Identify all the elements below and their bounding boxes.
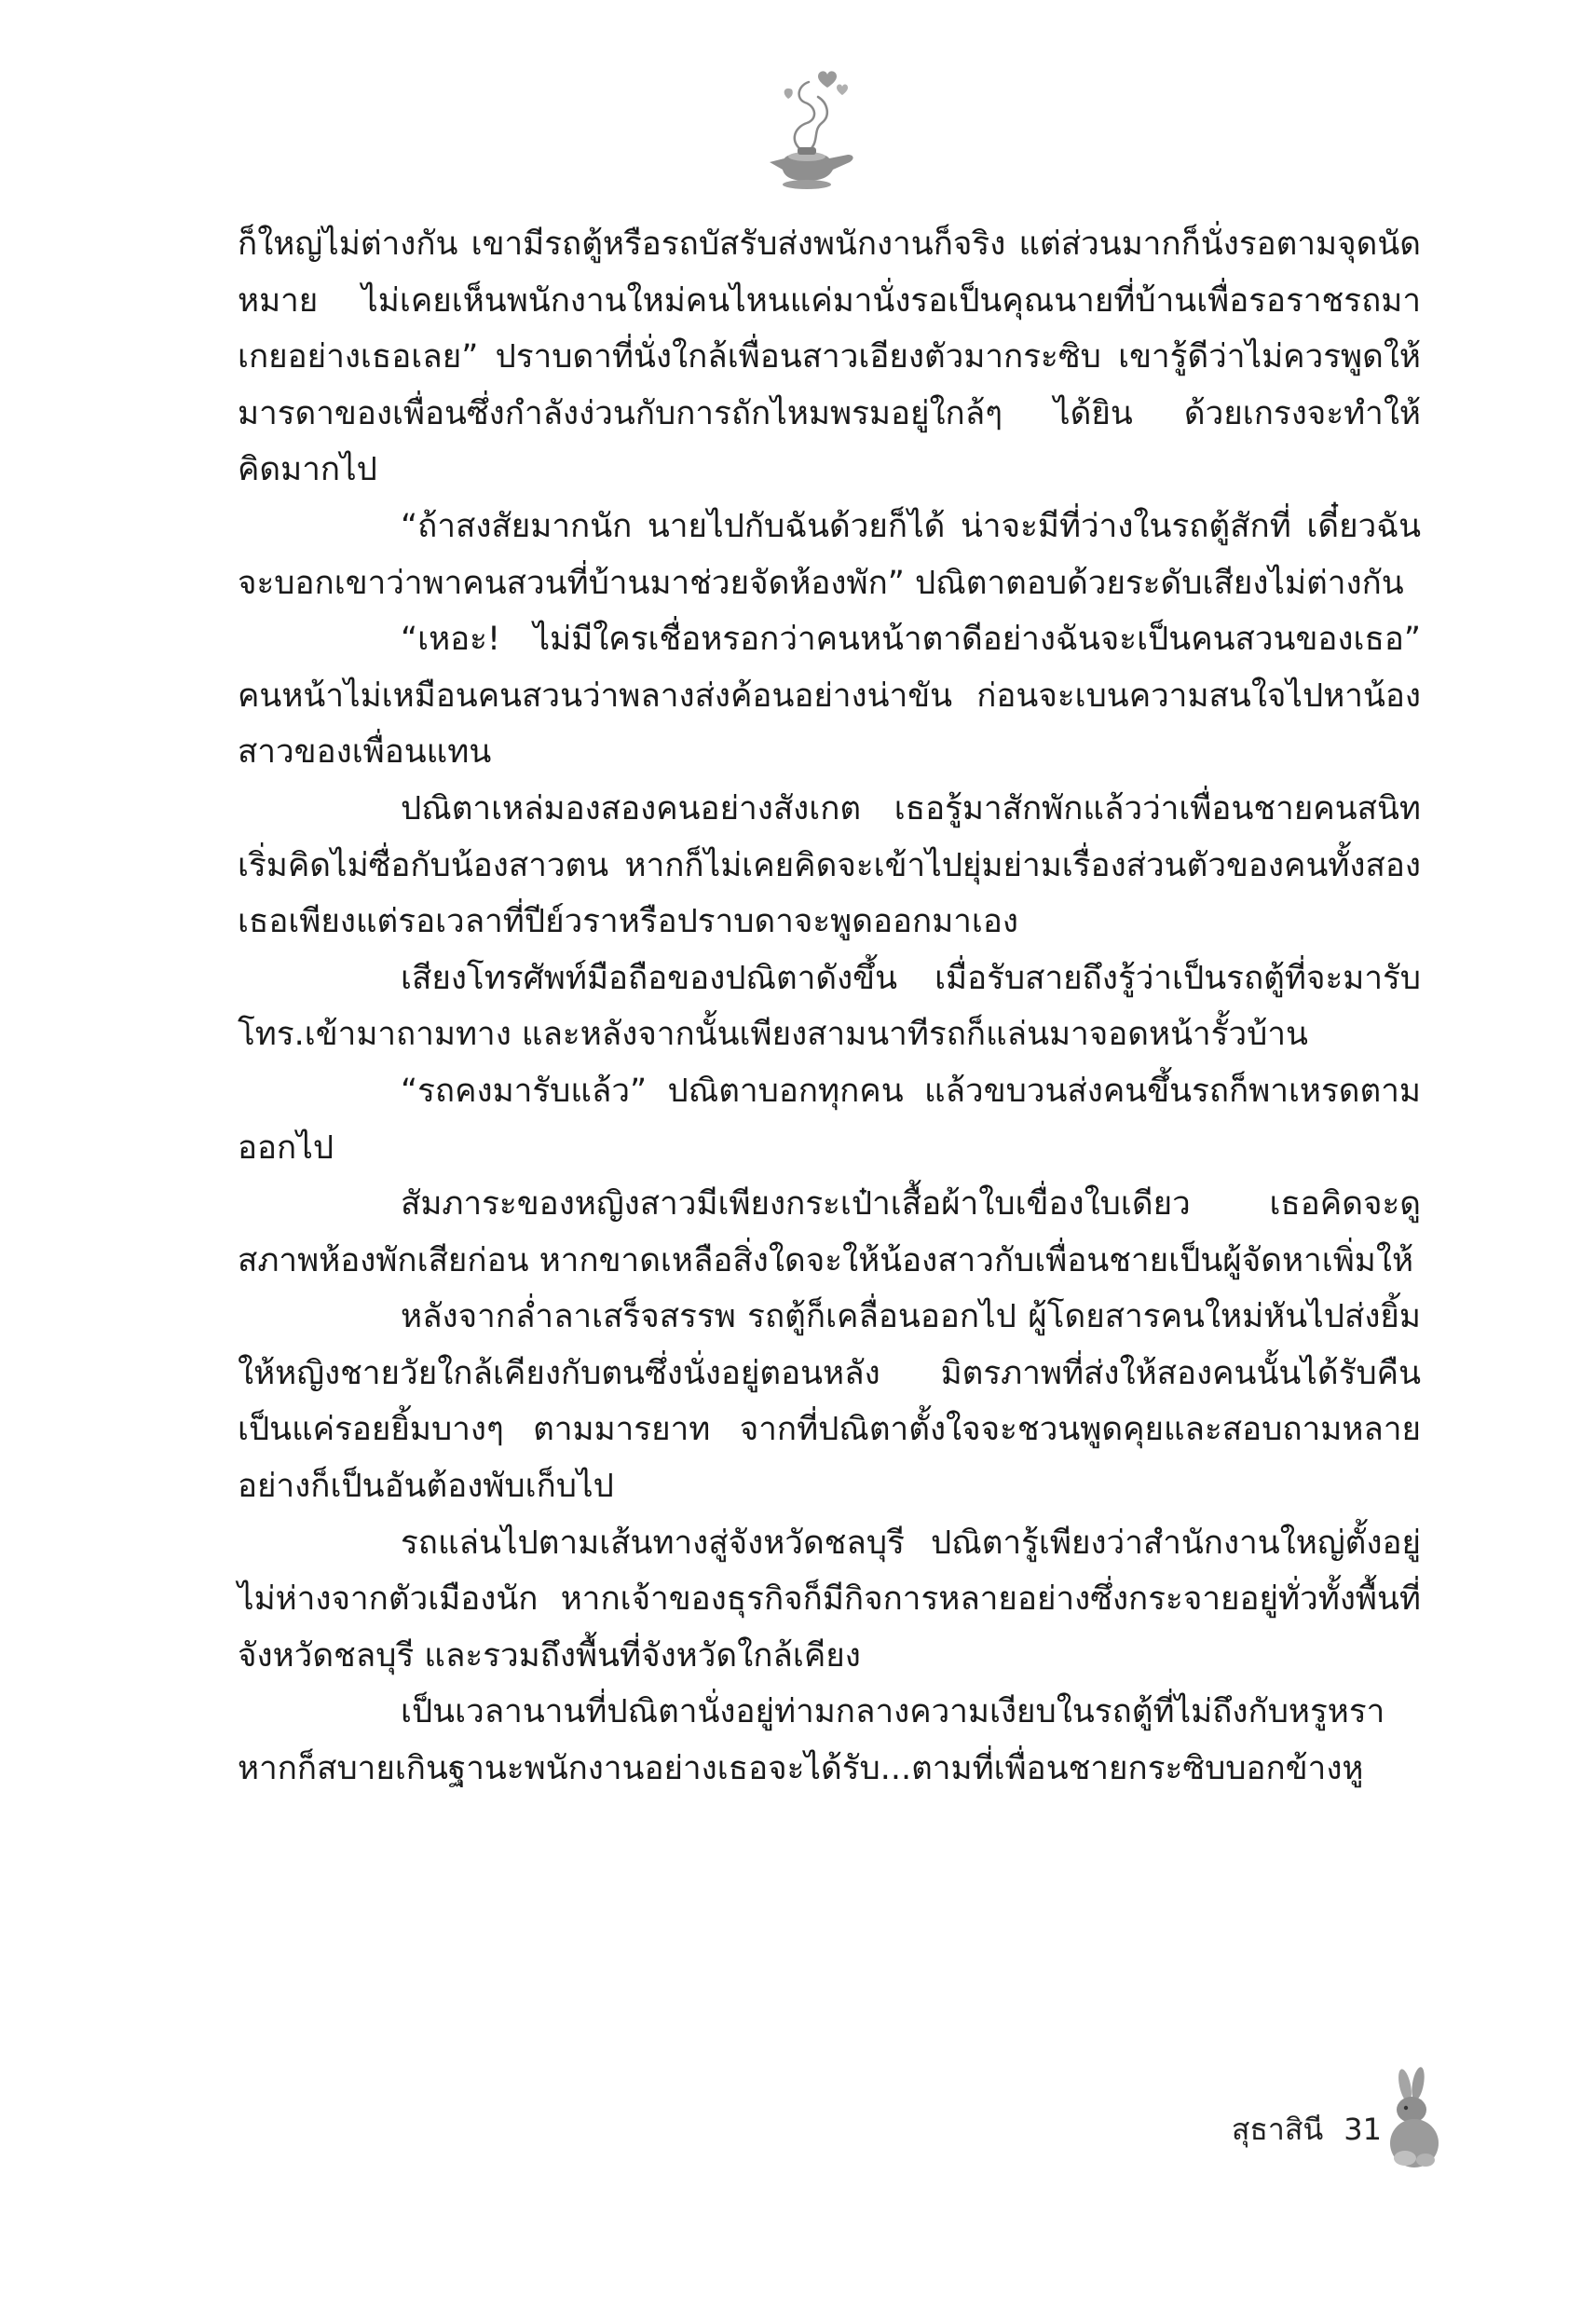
- paragraph-1: ก็ใหญ่ไม่ต่างกัน เขามีรถตู้หรือรถบัสรับส่งพนักงานก็จริง แต่ส่วนมากก็นั่งรอตามจุดนัดหมาย ไม่เคยเห็นพนักงานใหม่คนไหนแค่มานั่งรอเป็นคุณนายที่บ้านเพื่อรอราชรถมาเกยอย่างเธอเลย” ปราบดาที่นั่งใกล้เพื่อนสาวเอียงตัวมากระซิบ เขารู้ดีว่าไม่ควรพูดให้มารดาของเพื่อนซึ่งกำลังง่วนกับการถักไหมพรมอยู่ใกล้ๆ ได้ยิน ด้วยเกรงจะทำให้คิดมากไป: [238, 226, 1421, 489]
- genie-lamp-icon: [751, 65, 863, 196]
- paragraph-5: เสียงโทรศัพท์มือถือของปณิตาดังขึ้น เมื่อรับสายถึงรู้ว่าเป็นรถตู้ที่จะมารับโทร.เข้ามาถามทาง และหลังจากนั้นเพียงสามนาทีรถก็แล่นมาจอดหน้ารั้วบ้าน: [238, 959, 1421, 1054]
- paragraph-7: สัมภาระของหญิงสาวมีเพียงกระเป๋าเสื้อผ้าใบเขื่องใบเดียว เธอคิดจะดูสภาพห้องพักเสียก่อน หากขาดเหลือสิ่งใดจะให้น้องสาวกับเพื่อนชายเป็นผู้จัดหาเพิ่มให้: [238, 1185, 1421, 1279]
- page-number: 31: [1344, 2112, 1382, 2147]
- paragraph-2: “ถ้าสงสัยมากนัก นายไปกับฉันด้วยก็ได้ น่าจะมีที่ว่างในรถตู้สักที่ เดี๋ยวฉันจะบอกเขาว่าพาคนสวนที่บ้านมาช่วยจัดห้องพัก” ปณิตาตอบด้วยระดับเสียงไม่ต่างกัน: [238, 507, 1421, 602]
- body-text: [238, 216, 1421, 1798]
- paragraph-4: ปณิตาเหล่มองสองคนอย่างสังเกต เธอรู้มาสักพักแล้วว่าเพื่อนชายคนสนิทเริ่มคิดไม่ซื่อกับน้องสาวตน หากก็ไม่เคยคิดจะเข้าไปยุ่มย่ามเรื่องส่วนตัวของคนทั้งสอง เธอเพียงแต่รอเวลาที่ปีย์วราหรือปราบดาจะพูดออกมาเอง: [238, 789, 1421, 941]
- paragraph-3: “เหอะ! ไม่มีใครเชื่อหรอกว่าคนหน้าตาดีอย่างฉันจะเป็นคนสวนของเธอ” คนหน้าไม่เหมือนคนสวนว่าพลางส่งค้อนอย่างน่าขัน ก่อนจะเบนความสนใจไปหาน้องสาวของเพื่อนแทน: [238, 621, 1421, 772]
- paragraph-6: “รถคงมารับแล้ว” ปณิตาบอกทุกคน แล้วขบวนส่งคนขึ้นรถก็พาเหรดตามออกไป: [238, 1072, 1421, 1167]
- paragraph-10: เป็นเวลานานที่ปณิตานั่งอยู่ท่ามกลางความเงียบในรถตู้ที่ไม่ถึงกับหรูหรา หากก็สบายเกินฐานะพนักงานอย่างเธอจะได้รับ...ตามที่เพื่อนชายกระซิบบอกข้างหู: [238, 1693, 1385, 1788]
- paragraph-8: หลังจากล่ำลาเสร็จสรรพ รถตู้ก็เคลื่อนออกไป ผู้โดยสารคนใหม่หันไปส่งยิ้มให้หญิงชายวัยใกล้เคียงกับตนซึ่งนั่งอยู่ตอนหลัง มิตรภาพที่ส่งให้สองคนนั้นได้รับคืนเป็นแค่รอยยิ้มบางๆ ตามมารยาท จากที่ปณิตาตั้งใจจะชวนพูดคุยและสอบถามหลายอย่างก็เป็นอันต้องพับเก็บไป: [238, 1298, 1421, 1506]
- paragraph-9: รถแล่นไปตามเส้นทางสู่จังหวัดชลบุรี ปณิตารู้เพียงว่าสำนักงานใหญ่ตั้งอยู่ไม่ห่างจากตัวเมืองนัก หากเจ้าของธุรกิจก็มีกิจการหลายอย่างซึ่งกระจายอยู่ทั่วทั้งพื้นที่จังหวัดชลบุรี และรวมถึงพื้นที่จังหวัดใกล้เคียง: [238, 1524, 1421, 1675]
- page-footer: [1232, 2111, 1382, 2148]
- rabbit-icon: [1377, 2067, 1452, 2169]
- book-title: สุธาสินี: [1231, 2112, 1324, 2147]
